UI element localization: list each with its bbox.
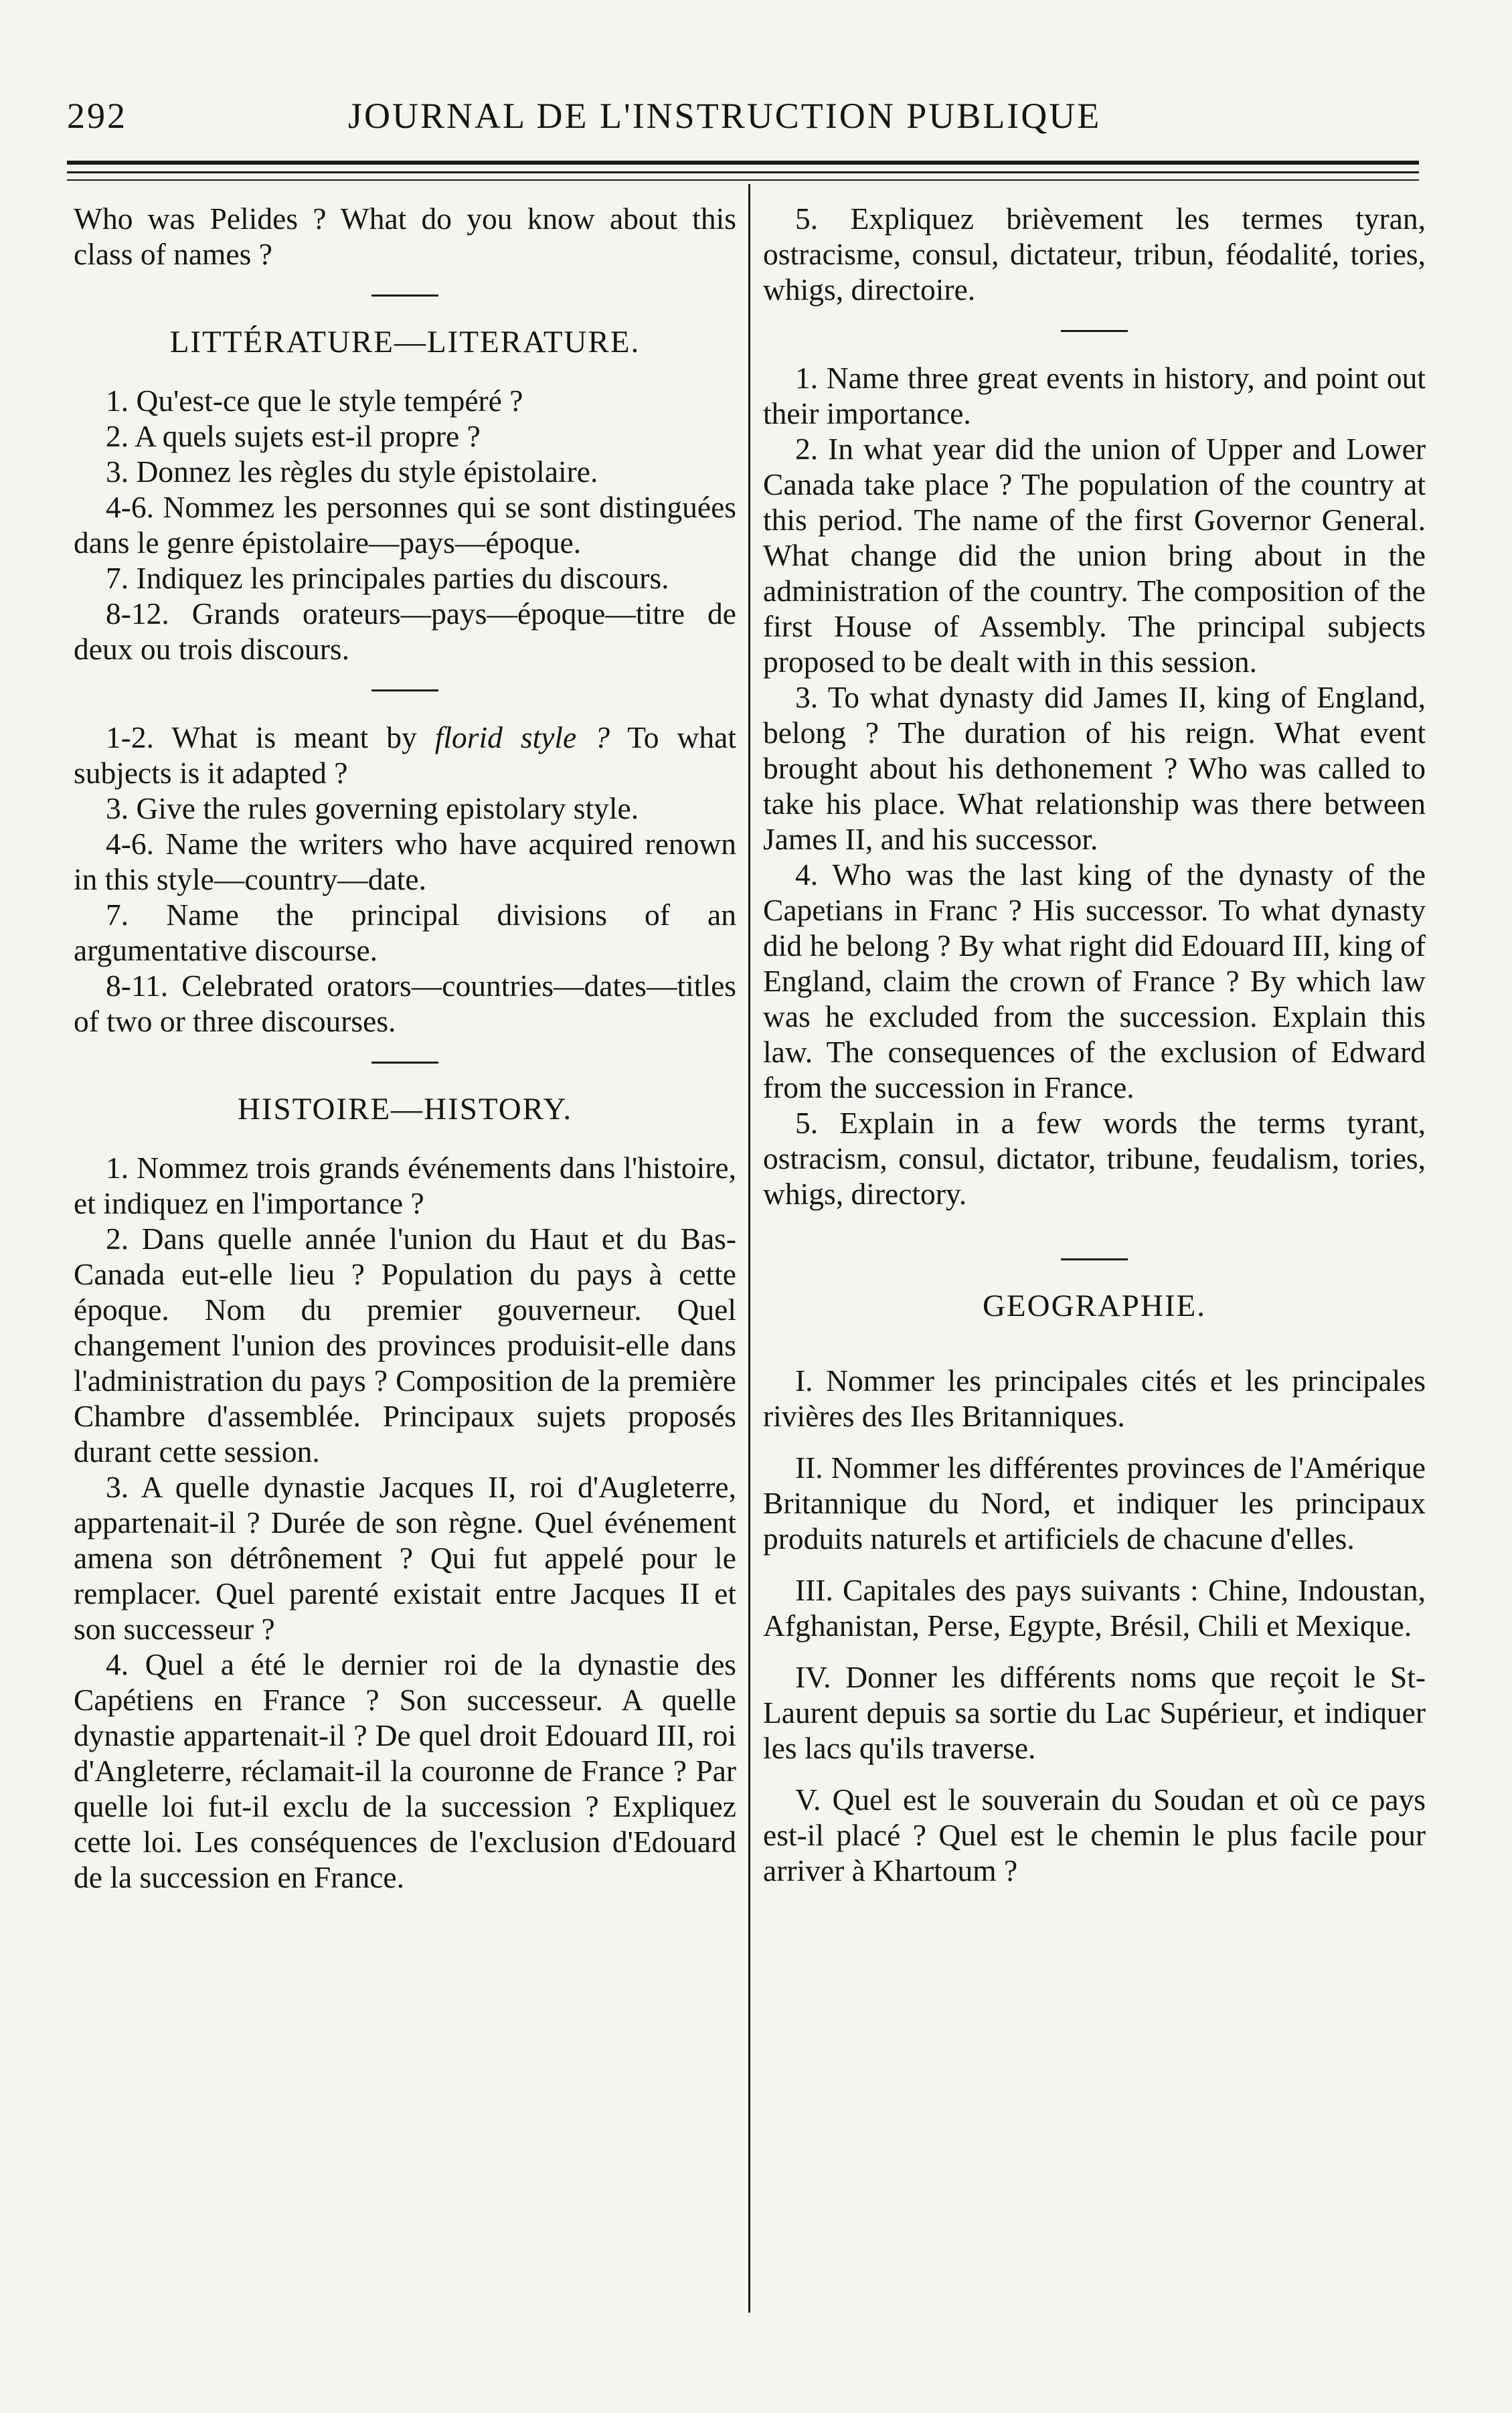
left-column xyxy=(74,201,736,1895)
header-rule-thin xyxy=(67,179,1419,181)
geography-heading: GEOGRAPHIE. xyxy=(982,1288,1207,1323)
history-en-q5: 5. Explain in a few words the terms tyrant, ostracism, consul, dictator, tribune, feudalism, tories, whigs, directory. xyxy=(763,1106,1426,1211)
section-separator xyxy=(371,1062,438,1064)
literature-en-q1 xyxy=(74,720,736,791)
geography-q3: III. Capitales des pays suivants : Chine, Indoustan, Afghanistan, Perse, Egypte, Brésil, Chili et Mexique. xyxy=(763,1573,1426,1643)
page-number: 292 xyxy=(67,96,127,136)
header-rule-thick xyxy=(67,161,1419,165)
history-fr-q1: 1. Nommez trois grands événements dans l'histoire, et indiquez en l'importance ? xyxy=(74,1151,736,1220)
history-fr-q5: 5. Expliquez brièvement les termes tyran, ostracisme, consul, dictateur, tribun, féodalité, tories, whigs, directoire. xyxy=(763,201,1426,307)
page-header xyxy=(67,79,1419,146)
literature-heading: LITTÉRATURE—LITERATURE. xyxy=(169,325,641,359)
section-separator xyxy=(371,295,438,297)
intro-question: Who was Pelides ? What do you know about this class of names ? xyxy=(74,201,736,271)
literature-fr-q6: 8-12. Grands orateurs—pays—époque—titre de deux ou trois discours. xyxy=(74,596,736,666)
geography-q2: II. Nommer les différentes provinces de l'Amérique Britannique du Nord, et indiquer les principaux produits naturels et artificiels de chacune d'elles. xyxy=(763,1450,1426,1556)
geography-q1: I. Nommer les principales cités et les principales rivières des Iles Britanniques. xyxy=(763,1363,1426,1433)
literature-fr-q4: 4-6. Nommez les personnes qui se sont distinguées dans le genre épistolaire—pays—époque. xyxy=(74,490,736,560)
journal-title: JOURNAL DE L'INSTRUCTION PUBLIQUE xyxy=(348,96,1102,136)
literature-en-q1-suffix: To what subjects is it adapted ? xyxy=(74,720,736,790)
right-column xyxy=(763,201,1426,1888)
literature-en-q5: 8-11. Celebrated orators—countries—dates—titles of two or three discourses. xyxy=(74,969,736,1038)
literature-fr-q3: 3. Donnez les règles du style épistolaire. xyxy=(106,454,598,489)
geography-q5: V. Quel est le souverain du Soudan et où ce pays est-il placé ? Quel est le chemin le plus facile pour arriver à Khartoum ? xyxy=(763,1782,1426,1888)
header-rule-middle xyxy=(67,171,1419,173)
history-en-q1: 1. Name three great events in history, and point out their importance. xyxy=(763,361,1426,430)
history-en-q4: 4. Who was the last king of the dynasty of the Capetians in Franc ? His successor. To what dynasty did he belong ? By what right did Edouard III, king of England, claim the crown of France ? By which law was he excluded from the succession. Explain this law. The consequences of the exclusion of Edward from the succession in France. xyxy=(763,857,1426,1104)
geography-q4: IV. Donner les différents noms que reçoit le St-Laurent depuis sa sortie du Lac Supérieur, et indiquer les lacs qu'ils traverse. xyxy=(763,1660,1426,1765)
language-separator xyxy=(1061,330,1128,332)
section-separator xyxy=(1061,1258,1128,1260)
literature-en-q1-term: florid style ? xyxy=(434,720,610,754)
literature-fr-q5: 7. Indiquez les principales parties du discours. xyxy=(106,561,669,595)
literature-fr-q1: 1. Qu'est-ce que le style tempéré ? xyxy=(106,384,523,418)
history-en-q3: 3. To what dynasty did James II, king of England, belong ? The duration of his reign. What event brought about his dethonement ? Who was called to take his place. What relationship was there between James II, and his successor. xyxy=(763,680,1426,856)
column-divider xyxy=(748,184,750,2313)
history-fr-q4: 4. Quel a été le dernier roi de la dynastie des Capétiens en France ? Son successeur. A quelle dynastie appartenait-il ? De quel droit Edouard III, roi d'Angleterre, réclamait-il la couronne de France ? Par quelle loi fut-il exclu de la succession ? Expliquez cette loi. Les conséquences de l'exclusion d'Edouard de la succession en France. xyxy=(74,1647,736,1894)
literature-fr-q2: 2. A quels sujets est-il propre ? xyxy=(106,419,481,453)
history-heading: HISTOIRE—HISTORY. xyxy=(237,1092,573,1127)
history-fr-q3: 3. A quelle dynastie Jacques II, roi d'Augleterre, appartenait-il ? Durée de son règne. Quel événement amena son détrônement ? Qui fut appelé pour le remplacer. Quel parenté existait entre Jacques II et son successeur ? xyxy=(74,1470,736,1646)
literature-en-q1-prefix: 1-2. What is meant by xyxy=(106,720,435,754)
history-en-q2: 2. In what year did the union of Upper and Lower Canada take place ? The population of the country at this period. The name of the first Governor General. What change did the union bring about in the administration of the country. The composition of the first House of Assembly. The principal subjects proposed to be dealt with in this session. xyxy=(763,432,1426,679)
history-fr-q2: 2. Dans quelle année l'union du Haut et du Bas-Canada eut-elle lieu ? Population du pays à cette époque. Nom du premier gouverneur. Quel changement l'union des provinces produisit-elle dans l'administration du pays ? Composition de la première Chambre d'assemblée. Principaux sujets proposés durant cette session. xyxy=(74,1222,736,1469)
language-separator xyxy=(371,689,438,691)
literature-en-q2: 3. Give the rules governing epistolary style. xyxy=(106,791,639,825)
literature-en-q3: 4-6. Name the writers who have acquired renown in this style—country—date. xyxy=(74,827,736,896)
literature-en-q4: 7. Name the principal divisions of an argumentative discourse. xyxy=(74,898,736,967)
